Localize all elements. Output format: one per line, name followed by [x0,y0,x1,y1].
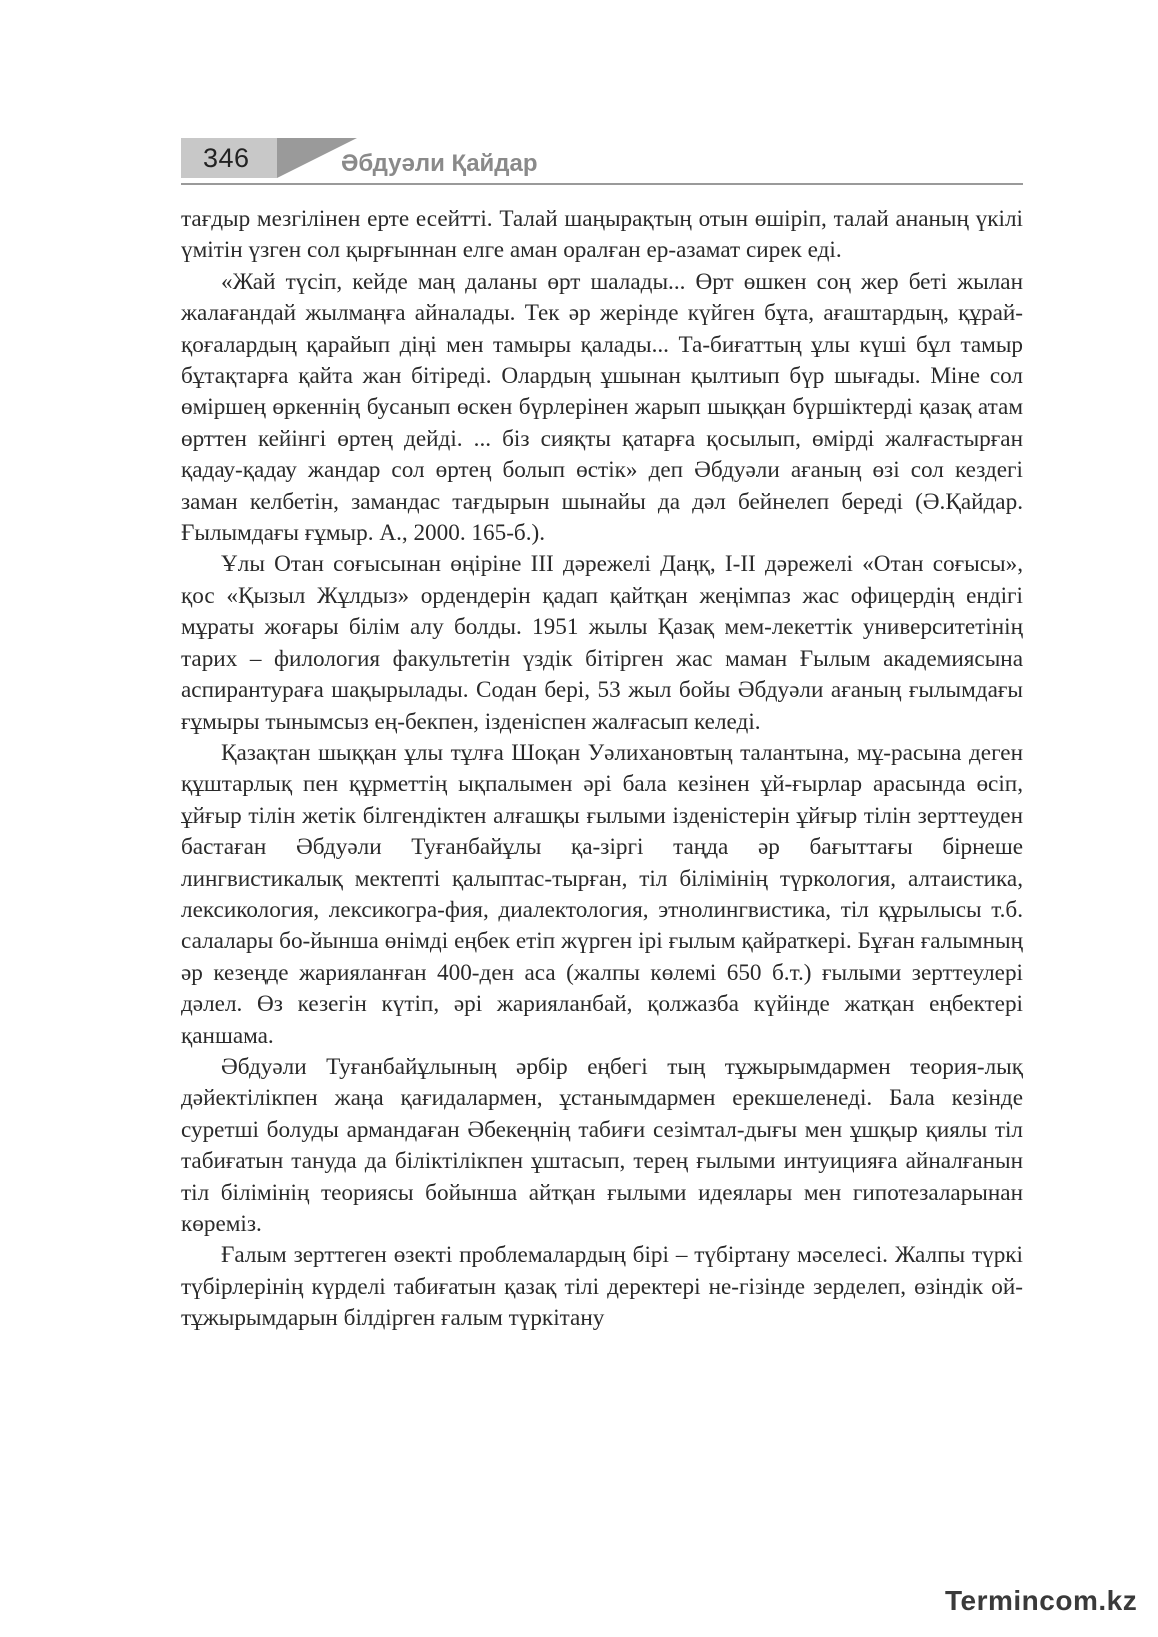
paragraph: Әбдуәли Туғанбайұлының әрбір еңбегі тың тұжырымдармен теория-лық дәйектілікпен жаңа қағидалармен, ұстанымдармен ерекшеленеді. Бала кезінде суретші болуды армандаған Әбекеңнің табиғи сезімтал-дығы мен ұшқыр қиялы тіл табиғатын тануда да біліктілікпен ұштасып, терең ғылыми интуицияға айналғанын тіл білімінің теориясы бойынша айтқан ғылыми идеялары мен гипотезаларынан көреміз. [181,1053,1023,1237]
body-text [181,204,1023,1335]
paragraph: «Жай түсіп, кейде маң даланы өрт шалады... Өрт өшкен соң жер беті жылан жалағандай жылмаңға айналады. Тек әр жерінде күйген бұта, ағаштардың, құрай-қоғалардың қарайып діңі мен тамыры қалады... Та-биғаттың ұлы күші бұл тамыр бұтақтарға қайта жан бітіреді. Олардың ұшынан қылтиып бүр шығады. Міне сол өміршең өркеннің бусанып өскен бүрлерінен жарып шыққан бүршіктерді қазақ атам өрттен кейінгі өртең дейді. ... біз сияқты қатарға қосылып, өмірді жалғастырған қадау-қадау жандар сол өртең болып өстік» деп Әбдуәли ағаның өзі сол кездегі заман келбетін, замандас тағдырын шынайы да дәл бейнелеп береді (Ә.Қайдар. Ғылымдағы ғұмыр. А., 2000. 165-б.). [181,268,1023,547]
paragraph: тағдыр мезгілінен ерте есейтті. Талай шаңырақтың отын өшіріп, талай ананың үкілі үмітін үзген сол қырғыннан елге аман оралған ер-азамат сирек еді. [181,206,1023,264]
paragraph: Ғалым зерттеген өзекті проблемалардың бірі – түбіртану мәселесі. Жалпы түркі түбірлерінің күрделі табиғатын қазақ тілі деректері не-гізінде зерделеп, өзіндік ой-тұжырымдарын білдірген ғалым түркітану [181,1242,1023,1332]
watermark-logo: Termincom.kz [945,1585,1138,1616]
paragraph: Ұлы Отан соғысынан өңіріне ІІІ дәрежелі Даңқ, І-ІІ дәрежелі «Отан соғысы», қос «Қызыл Жұлдыз» ордендерін қадап қайтқан жеңімпаз жас офицердің ендігі мұраты жоғары білім алу болды. 1951 жылы Қазақ мем-лекеттік университетінің тарих – филология факультетін үздік бітірген жас маман Ғылым академиясына аспирантураға шақырылады. Содан бері, 53 жыл бойы Әбдуәли ағаның ғылымдағы ғұмыры тынымсыз ең-бекпен, ізденіспен жалғасып келеді. [181,551,1023,735]
page-header [181,138,1023,190]
paragraph: Қазақтан шыққан ұлы тұлға Шоқан Уәлихановтың талантына, мұ-расына деген құштарлық пен құрметтің ықпалымен әрі бала кезінен ұй-ғырлар арасында өсіп, ұйғыр тілін жетік білгендіктен алғашқы ғылыми ізденістерін ұйғыр тілін зерттеуден бастаған Әбдуәли Туғанбайұлы қа-зіргі таңда әр бағыттағы бірнеше лингвистикалық мектепті қалыптас-тырған, тіл білімінің түркология, алтаистика, лексикология, лексикогра-фия, диалектология, этнолингвистика, тіл құрылысы т.б. салалары бо-йынша өнімді еңбек етіп жүрген ірі ғылым қайраткері. Бұған ғалымның әр кезеңде жарияланған 400-ден аса (жалпы көлемі 650 б.т.) ғылыми зерттеулері дәлел. Өз кезегін күтіп, әрі жарияланбай, қолжазба күйінде жатқан еңбектері қаншама. [181,739,1023,1049]
page-number: 346 [203,143,250,173]
running-title: Әбдуәли Қайдар [341,150,538,177]
header-rule [181,183,1023,185]
page-number-tab [181,138,277,178]
